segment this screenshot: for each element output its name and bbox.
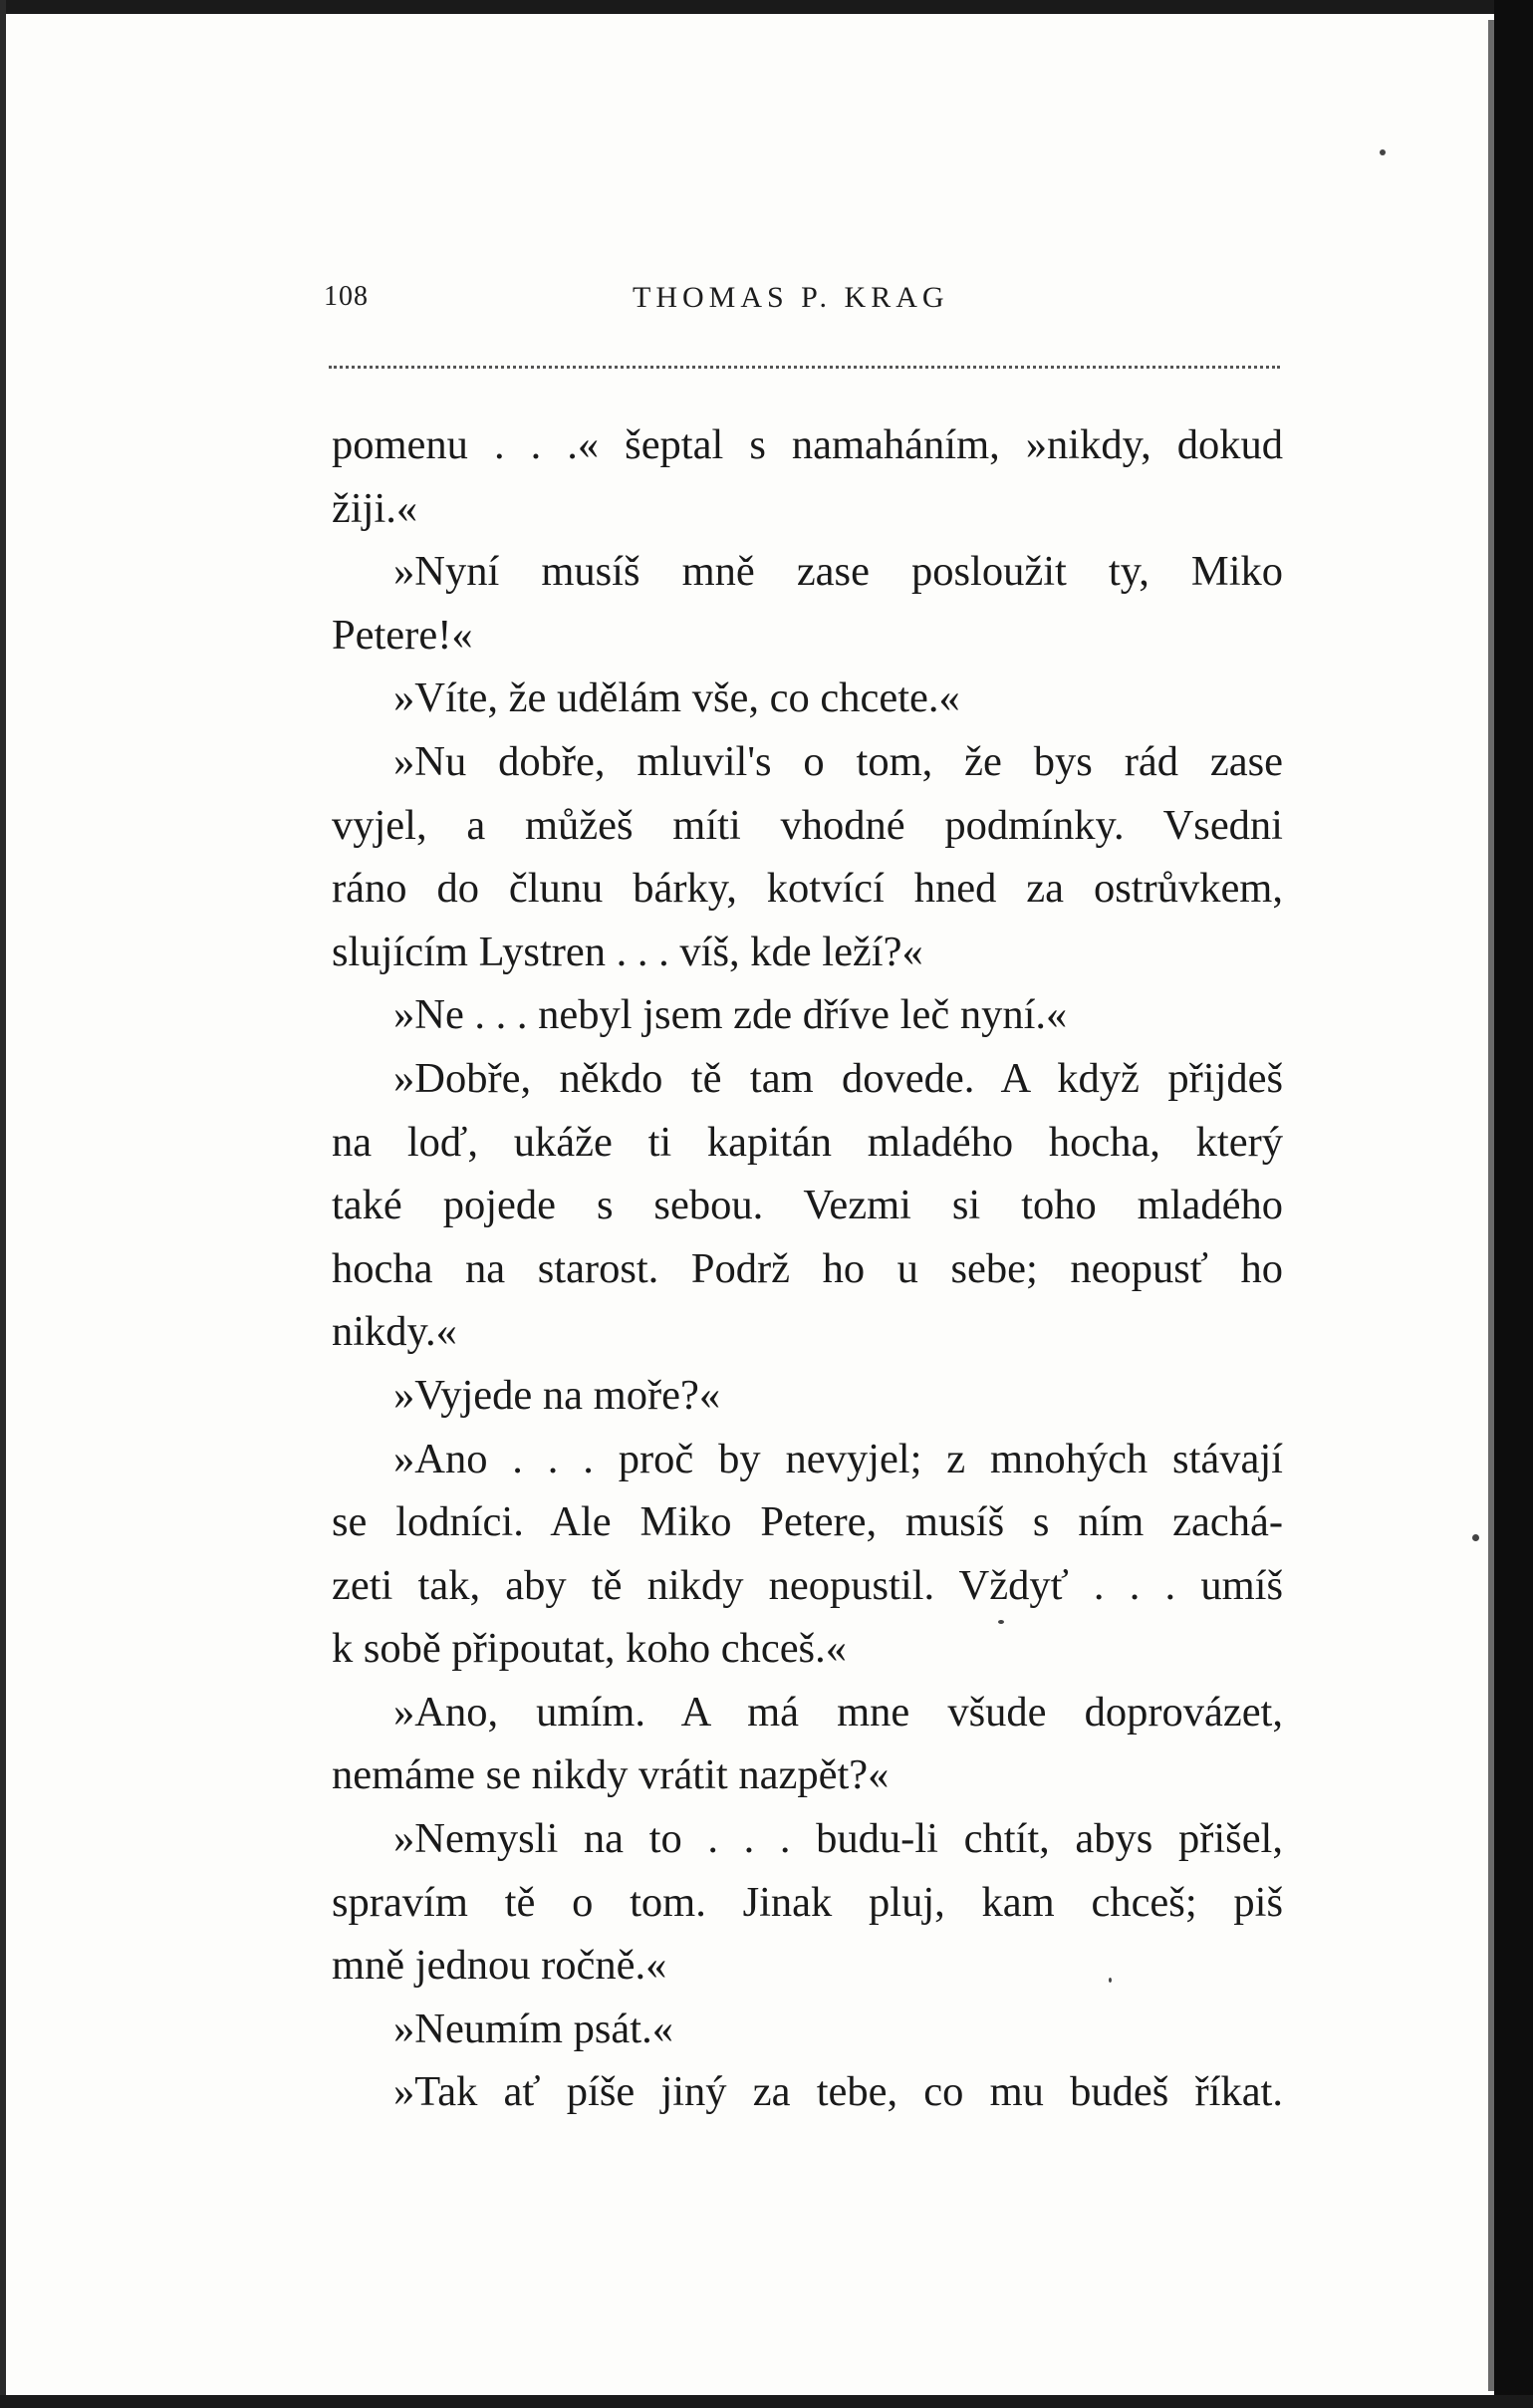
text-line: se lodníci. Ale Miko Petere, musíš s ním zachá-	[332, 1498, 1283, 1546]
text-line: zeti tak, aby tě nikdy neopustil. Vždyť . . . umíš	[332, 1561, 1283, 1609]
text-line: »Nyní musíš mně zase posloužit ty, Miko	[393, 548, 1283, 596]
header-dotted-rule	[329, 366, 1280, 369]
book-title: THOMAS P. KRAG	[633, 281, 949, 314]
text-line: nikdy.«	[332, 1308, 457, 1356]
scan-speck	[1472, 1534, 1479, 1541]
text-line: »Tak ať píše jiný za tebe, co mu budeš říkat.	[393, 2068, 1283, 2116]
running-head	[324, 281, 1280, 321]
text-line: »Ano, umím. A má mne všude doprovázet,	[393, 1688, 1283, 1736]
text-line: mně jednou ročně.«	[332, 1942, 667, 1990]
text-line: vyjel, a můžeš míti vhodné podmínky. Vsedni	[332, 801, 1283, 849]
text-line: »Nemysli na to . . . budu-li chtít, abys přišel,	[393, 1815, 1283, 1863]
text-line: »Víte, že udělám vše, co chcete.«	[393, 674, 960, 722]
scan-border-right	[1494, 0, 1533, 2408]
text-line: »Vyjede na moře?«	[393, 1371, 721, 1419]
text-line: hocha na starost. Podrž ho u sebe; neopusť ho	[332, 1244, 1283, 1292]
scan-speck	[998, 1620, 1004, 1624]
text-line: k sobě připoutat, koho chceš.«	[332, 1625, 847, 1673]
body-text	[332, 413, 1283, 2124]
text-line: ráno do člunu bárky, kotvící hned za ostrůvkem,	[332, 865, 1283, 913]
scan-speck	[1380, 149, 1386, 155]
text-line: »Neumím psát.«	[393, 2005, 673, 2052]
text-line: nemáme se nikdy vrátit nazpět?«	[332, 1751, 890, 1799]
text-line: »Ne . . . nebyl jsem zde dříve leč nyní.«	[393, 991, 1068, 1039]
text-line: také pojede s sebou. Vezmi si toho mladého	[332, 1182, 1283, 1229]
scan-speck	[1109, 1978, 1112, 1983]
text-line: spravím tě o tom. Jinak pluj, kam chceš; piš	[332, 1878, 1283, 1926]
text-line: na loď, ukáže ti kapitán mladého hocha, který	[332, 1118, 1283, 1166]
text-line: »Ano . . . proč by nevyjel; z mnohých stávají	[393, 1435, 1283, 1482]
scan-border-top	[0, 0, 1533, 14]
text-line: »Nu dobře, mluvil's o tom, že bys rád zase	[393, 737, 1283, 785]
text-line: slujícím Lystren . . . víš, kde leží?«	[332, 928, 923, 975]
page-number: 108	[324, 281, 369, 312]
text-line: pomenu . . .« šeptal s namaháním, »nikdy, dokud	[332, 421, 1283, 468]
scan-border-bottom	[0, 2395, 1533, 2408]
text-line: »Dobře, někdo tě tam dovede. A když přijdeš	[393, 1054, 1283, 1102]
text-line: Petere!«	[332, 611, 473, 659]
text-line: žiji.«	[332, 484, 418, 532]
scan-border-left	[0, 0, 6, 2408]
